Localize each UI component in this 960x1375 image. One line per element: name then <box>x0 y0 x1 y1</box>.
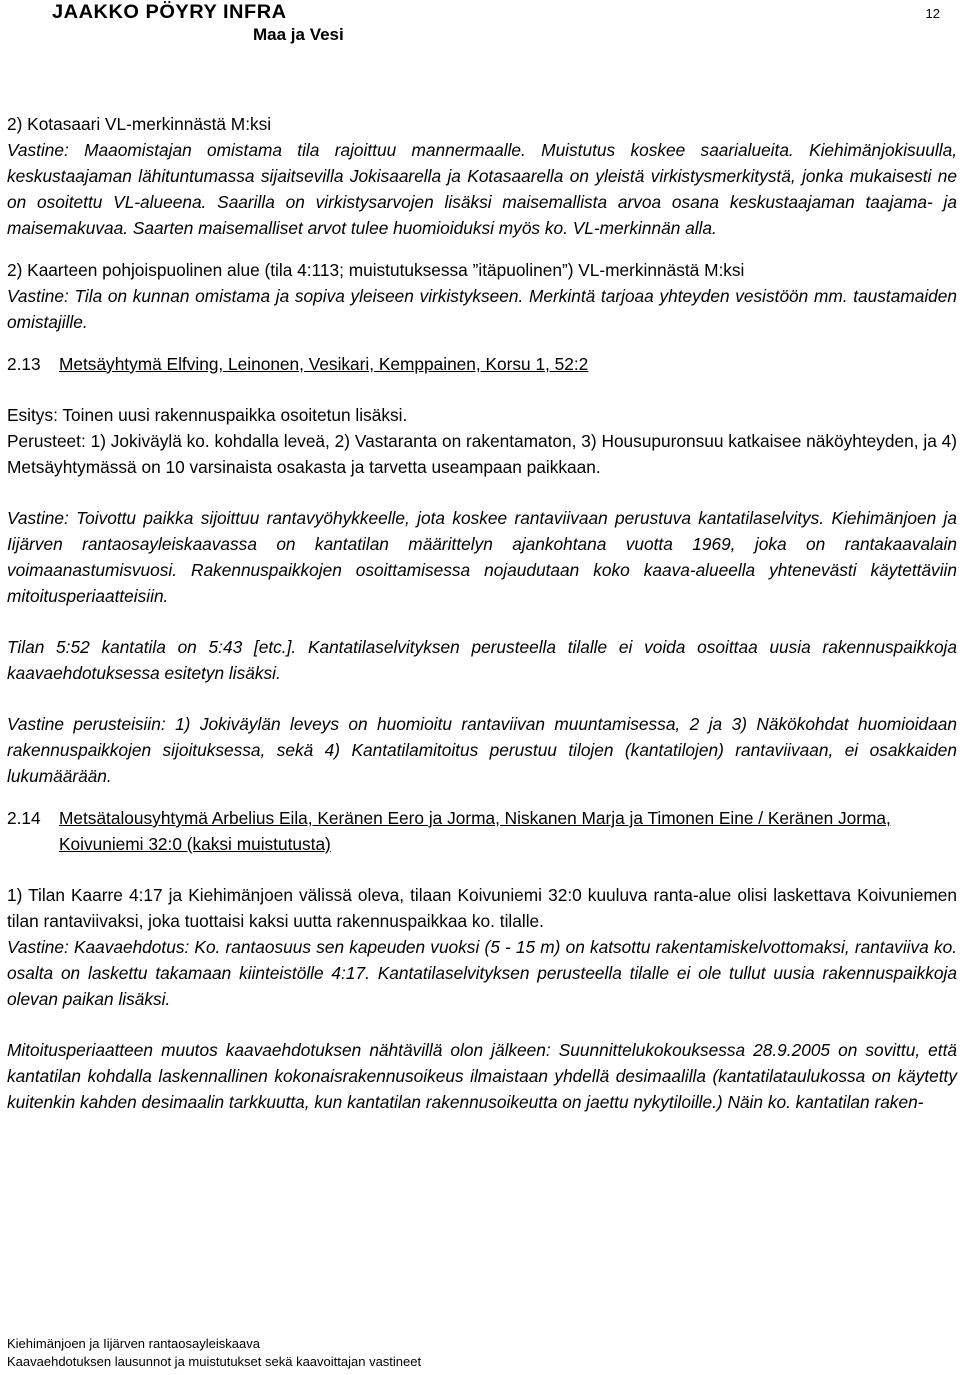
logo-sub-text: Maa ja Vesi <box>253 25 344 44</box>
logo-main-text: JAAKKO PÖYRY INFRA <box>52 2 287 23</box>
response-paragraph: Tilan 5:52 kantatila on 5:43 [etc.]. Kantatilaselvityksen perusteella tilalle ei voida osoittaa uusia rakennuspaikkoja kaavaehdotuksessa esitetyn lisäksi. <box>7 637 957 683</box>
item-heading-kaarre: 2) Kaarteen pohjoispuolinen alue (tila 4:113; muistutuksessa ”itäpuolinen”) VL-merkinnästä M:ksi <box>7 260 745 280</box>
claim-text: 1) Tilan Kaarre 4:17 ja Kiehimänjoen välissä oleva, tilaan Koivuniemi 32:0 kuuluva ranta-alue olisi laskettava Koivuniemen tilan rantaviivaksi, joka tuottaisi kaksi uutta rakennuspaikkaa ko. tilalle. <box>7 885 957 931</box>
section-title: Metsätalousyhtymä Arbelius Eila, Keränen Eero ja Jorma, Niskanen Marja ja Timonen Eine / Keränen Jorma, Koivuniemi 32:0 (kaksi muistutusta) <box>59 808 891 854</box>
grounds-text: Perusteet: 1) Jokiväylä ko. kohdalla leveä, 2) Vastaranta on rakentamaton, 3) Housupuronsuu katkaisee näköyhteyden, ja 4) Metsäyhtymässä on 10 varsinaista osakasta ja tarvetta useampaan paikkaan. <box>7 431 957 477</box>
page-footer <box>7 1335 421 1371</box>
document-body <box>7 111 957 1115</box>
response-paragraph: Vastine: Kaavaehdotus: Ko. rantaosuus sen kapeuden vuoksi (5 - 15 m) on katsottu rakentamiskelvottomaksi, rantaviiva ko. osalta on laskettu takamaan kiinteistölle 4:17. Kantatilaselvityksen perusteella tilalle ei ole tullut uusia rakennuspaikkoja olevan paikan lisäksi. <box>7 937 957 1009</box>
section-heading-2-13 <box>7 351 957 377</box>
page-number: 12 <box>925 6 940 21</box>
footer-line: Kaavaehdotuksen lausunnot ja muistutukset sekä kaavoittajan vastineet <box>7 1354 422 1369</box>
response-paragraph: Vastine perusteisiin: 1) Jokiväylän leveys on huomioitu rantaviivan muuntamisessa, 2 ja 3) Näkökohdat huomioidaan rakennuspaikkojen sijoituksessa, sekä 4) Kantatilamitoitus perustuu tilojen (kantatilojen) rantaviivaan, ei osakkaiden lukumäärään. <box>7 714 957 786</box>
section-title: Metsäyhtymä Elfving, Leinonen, Vesikari, Kemppainen, Korsu 1, 52:2 <box>59 354 589 374</box>
response-kaarre: Vastine: Tila on kunnan omistama ja sopiva yleiseen virkistykseen. Merkintä tarjoaa yhteyden vesistöön mm. taustamaiden omistajille. <box>7 286 957 332</box>
item-heading-kotasaari: 2) Kotasaari VL-merkinnästä M:ksi <box>7 114 272 134</box>
proposal-text: Esitys: Toinen uusi rakennuspaikka osoitetun lisäksi. <box>7 405 408 425</box>
section-heading-2-14 <box>7 805 957 857</box>
section-number: 2.14 <box>7 808 41 828</box>
section-number: 2.13 <box>7 354 41 374</box>
footer-line: Kiehimänjoen ja Iijärven rantaosayleiskaava <box>7 1336 260 1351</box>
response-kotasaari: Vastine: Maaomistajan omistama tila rajoittuu mannermaalle. Muistutus koskee saarialueita. Kiehimänjokisuulla, keskustaajaman lähituntumassa sijaitsevilla Jokisaarella ja Kotasaarella on yleistä virkistysmerkitystä, jonka mukaisesti ne on osoitettu VL-alueena. Saarilla on virkistysarvojen lisäksi maisemallista arvoa osana keskustaajaman taajama- ja maisemakuvaa. Saarten maisemalliset arvot tulee huomioiduksi myös ko. VL-merkinnän alla. <box>7 140 957 238</box>
response-paragraph: Vastine: Toivottu paikka sijoittuu rantavyöhykkeelle, jota koskee rantaviivaan perustuva kantatilaselvitys. Kiehimänjoen ja Iijärven rantaosayleiskaavassa on kantatilan määrittelyn ajankohtana vuotta 1969, joka on rantakaavalain voimaanastumisvuosi. Rakennuspaikkojen osoittamisessa nojaudutaan koko kaava-alueella yhtenevästi käytettäviin mitoitusperiaatteisiin. <box>7 508 957 606</box>
company-logo <box>52 2 352 46</box>
dimensioning-text: Mitoitusperiaatteen muutos kaavaehdotuksen nähtävillä olon jälkeen: Suunnittelukokouksessa 28.9.2005 on sovittu, että kantatilan kohdalla laskennallinen kokonaisrakennusoikeus ilmaistaan yhdellä desimaalilla (kantatilataulukossa on käytetty kuitenkin kahden desimaalin tarkkuutta, kun kantatilan rakennusoikeutta on jaettu nykytiloille.) Näin ko. kantatilan raken- <box>7 1040 957 1112</box>
